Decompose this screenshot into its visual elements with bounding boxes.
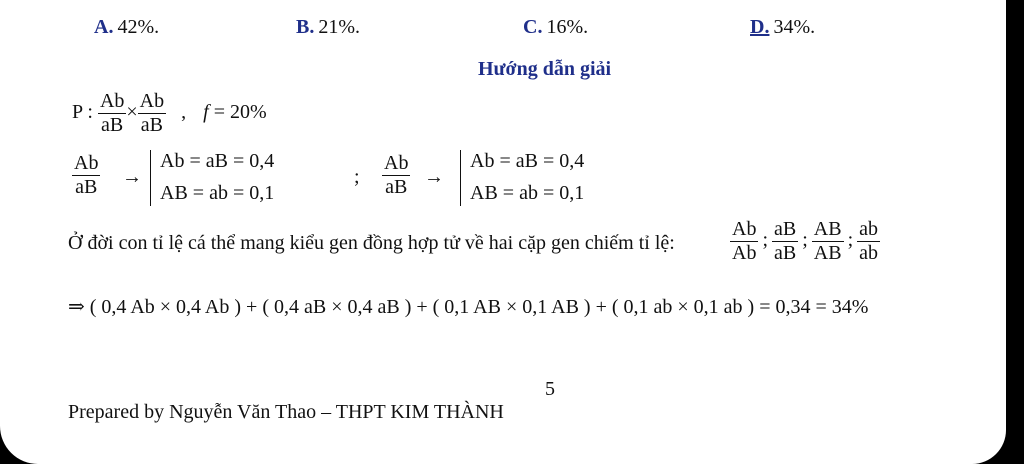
genotype-2-den: aB	[774, 242, 797, 264]
arrow-left: →	[122, 166, 142, 188]
gamete-left-line2: AB = ab = 0,1	[160, 182, 275, 204]
genotype-frac-1	[730, 218, 758, 265]
choice-c-value: 16%.	[546, 16, 589, 38]
recombination-value: = 20%	[213, 101, 267, 124]
cross-line	[72, 90, 267, 137]
genotype-2-num: aB	[774, 218, 797, 240]
genotype-sep-2: ;	[802, 229, 808, 252]
genotype-sep-3: ;	[847, 229, 854, 252]
genotype-sep-1: ;	[762, 229, 769, 252]
cross-frac-2-den: aB	[140, 114, 163, 136]
choice-d-value: 34%.	[773, 16, 816, 38]
gamete-left-den: aB	[75, 176, 98, 198]
cross-frac-1	[98, 90, 126, 137]
cross-frac-2	[138, 90, 166, 137]
gamete-left-frac-wrap	[72, 152, 100, 199]
cross-separator: ,	[181, 101, 187, 124]
page-number: 5	[545, 378, 555, 400]
recombination-label: f	[203, 101, 209, 124]
times-sign: ×	[126, 101, 138, 124]
choice-a-label: A.	[94, 16, 114, 38]
genotype-4-den: ab	[859, 242, 879, 264]
genotype-4-num: ab	[859, 218, 879, 240]
right-brace	[460, 150, 469, 206]
cross-frac-1-den: aB	[101, 114, 124, 136]
solution-heading: Hướng dẫn giải	[478, 58, 612, 80]
left-brace	[150, 150, 159, 206]
gamete-left-num: Ab	[74, 152, 99, 174]
gamete-right-frac-wrap	[382, 152, 410, 199]
genotype-1-num: Ab	[732, 218, 757, 240]
result-equation: ⇒ ( 0,4 Ab × 0,4 Ab ) + ( 0,4 aB × 0,4 aB ) + ( 0,1 AB × 0,1 AB ) + ( 0,1 ab × 0,1 ab ) = 0,34 = 34%	[68, 296, 869, 318]
choice-a	[94, 16, 159, 39]
offspring-fractions	[730, 218, 880, 265]
genotype-3-num: AB	[813, 218, 842, 240]
choice-d-label: D.	[750, 16, 770, 38]
choice-c-label: C.	[523, 16, 543, 38]
choice-b	[296, 16, 360, 39]
genotype-1-den: Ab	[732, 242, 757, 264]
gamete-left-frac	[72, 152, 100, 199]
choice-c	[523, 16, 588, 39]
choice-b-value: 21%.	[318, 16, 361, 38]
gamete-right-num: Ab	[384, 152, 409, 174]
cross-frac-1-num: Ab	[99, 90, 125, 112]
gamete-right-frac	[382, 152, 410, 199]
arrow-right: →	[424, 166, 444, 188]
gamete-left-line1: Ab = aB = 0,4	[160, 150, 275, 172]
gamete-semicolon: ;	[354, 166, 360, 188]
choice-a-value: 42%.	[117, 16, 160, 38]
offspring-text: Ở đời con tỉ lệ cá thể mang kiểu gen đồng hợp tử về hai cặp gen chiếm tỉ lệ:	[68, 232, 675, 254]
genotype-frac-4	[857, 218, 880, 265]
cross-prefix: P :	[72, 101, 93, 124]
choice-d	[750, 16, 815, 39]
footer-text: Prepared by Nguyễn Văn Thao – THPT KIM THÀNH	[68, 401, 504, 423]
genotype-frac-3	[812, 218, 844, 265]
cross-frac-2-num: Ab	[139, 90, 165, 112]
genotype-3-den: AB	[813, 242, 842, 264]
choice-b-label: B.	[296, 16, 315, 38]
genotype-frac-2	[772, 218, 798, 265]
gamete-right-line2: AB = ab = 0,1	[470, 182, 585, 204]
gamete-right-den: aB	[385, 176, 408, 198]
gamete-right-line1: Ab = aB = 0,4	[470, 150, 585, 172]
